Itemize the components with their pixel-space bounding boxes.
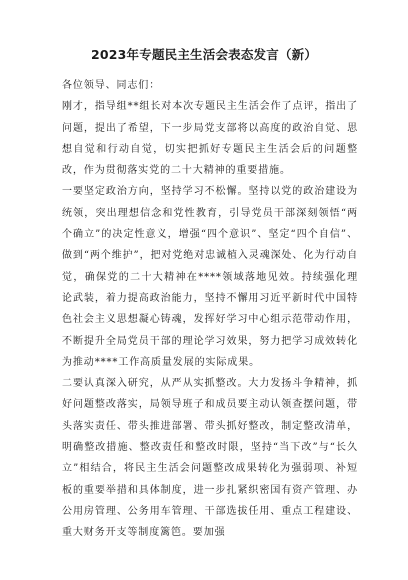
paragraph-1: 刚才，指导组**组长对本次专题民主生活会作了点评，指出了问题，提出了希望，下一步局党支部将以高度的政治自觉、思想自觉和行动自觉，切实把抓好专题民主生活会后的问题整改，作为贯彻落实党的二十大精神的重要措施。 xyxy=(62,101,358,177)
paragraph-2: 一要坚定政治方向，坚持学习不松懈。坚持以党的政治建设为统领，突出理想信念和党性教育，引导党员干部深刻领悟“两个确立”的决定性意义，增强“四个意识”、坚定“四个自信”、做到“两个维护”，把对党绝对忠诚植入灵魂深处、化为行动自觉，确保党的二十大精神在****领域落地见效。持续强化理论武装，着力提高政治能力，坚持不懈用习近平新时代中国特色社会主义思想凝心铸魂，发挥好学习中心组示范带动作用，不断提升全局党员干部的理论学习效果，努力把学习成效转化为推动****工作高质量发展的实际成果。 xyxy=(62,186,358,368)
document-body xyxy=(62,75,358,544)
salutation: 各位领导、同志们： xyxy=(62,80,161,91)
paragraph-3: 二要认真深入研究，从严从实抓整改。大力发扬斗争精神，抓好问题整改落实，局领导班子和成员要主动认领查摆问题，带头落实责任、带头推进部署、带头抓好整改，制定整改清单，明确整改措施、整改责任和整改时限，坚持“当下改”与“长久立”相结合，将民主生活会问题整改成果转化为强弱项、补短板的重要举措和具体制度，进一步扎紧织密国有资产管理、办公用房管理、公务用车管理、干部选拔任用、重点工程建设、重大财务开支等制度篱笆。要加强 xyxy=(62,378,358,539)
document-title: 2023年专题民主生活会表态发言（新） xyxy=(90,47,318,62)
